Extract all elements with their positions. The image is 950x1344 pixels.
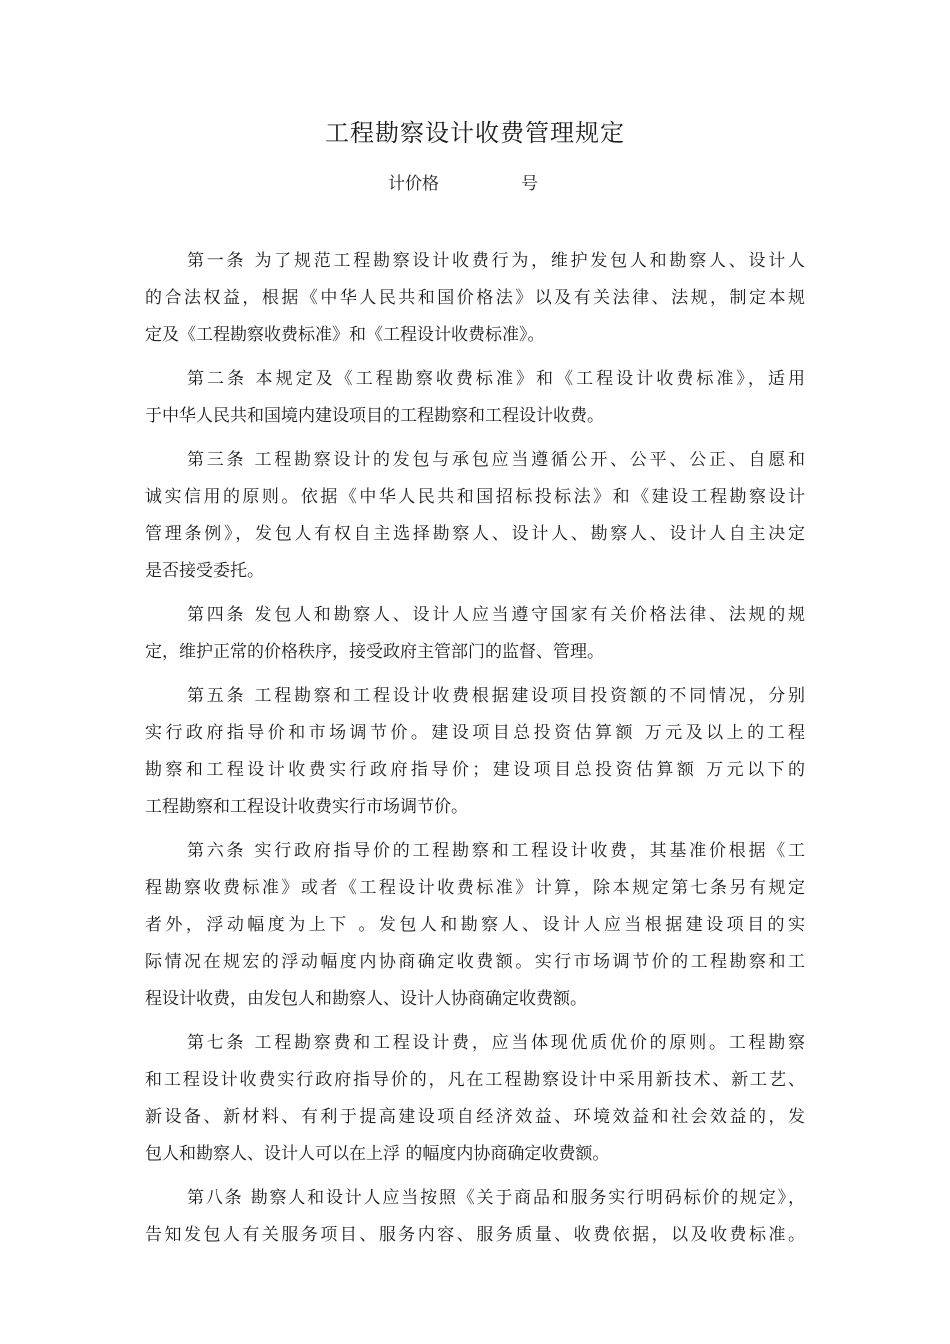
article-line: 第二条 本规定及《工程勘察收费标准》和《工程设计收费标准》，适用 [187,369,805,389]
article-line: 包人和勘察人、设计人可以在上浮 的幅度内协商确定收费额。 [145,1144,610,1164]
article-line: 第一条 为了规范工程勘察设计收费行为，维护发包人和勘察人、设计人 [187,251,805,271]
document-number-prefix: 计价格 [388,174,439,194]
article-line: 第六条 实行政府指导价的工程勘察和工程设计收费，其基准价根据《工 [187,841,805,861]
article-1 [145,243,805,354]
article-line: 第七条 工程勘察费和工程设计费，应当体现优质优价的原则。工程勘察 [187,1033,805,1053]
article-line: 于中华人民共和国境内建设项目的工程勘察和工程设计收费。 [145,406,604,426]
article-line: 际情况在规宏的浮动幅度内协商确定收费额。实行市场调节价的工程勘察和工 [145,952,805,972]
article-line: 告知发包人有关服务项目、服务内容、服务质量、收费依据，以及收费标准。 [145,1225,805,1245]
document-number-suffix: 号 [521,174,538,194]
article-line: 程勘察收费标准》或者《工程设计收费标准》计算，除本规定第七条另有规定 [145,878,805,898]
article-line: 的合法权益，根据《中华人民共和国价格法》以及有关法律、法规，制定本规 [145,288,805,308]
article-line: 管理条例》，发包人有权自主选择勘察人、设计人、勘察人、设计人自主决定 [145,524,805,544]
article-line: 程设计收费，由发包人和勘察人、设计人协商确定收费额。 [145,989,587,1009]
document-number [388,172,538,196]
article-line: 第四条 发包人和勘察人、设计人应当遵守国家有关价格法律、法规的规 [187,605,805,625]
article-8 [145,1180,805,1254]
article-line: 勘察和工程设计收费实行政府指导价；建设项目总投资估算额 万元以下的 [145,760,805,780]
article-2 [145,361,805,435]
article-line: 诚实信用的原则。依据《中华人民共和国招标投标法》和《建设工程勘察设计 [145,487,805,507]
article-3 [145,442,805,590]
article-7 [145,1025,805,1173]
article-line: 工程勘察和工程设计收费实行市场调节价。 [145,797,468,817]
article-line: 第三条 工程勘察设计的发包与承包应当遵循公开、公平、公正、自愿和 [187,450,805,470]
article-line: 定及《工程勘察收费标准》和《工程设计收费标准》。 [145,325,545,345]
articles [145,243,805,1261]
article-line: 第五条 工程勘察和工程设计收费根据建设项目投资额的不同情况，分别 [187,686,805,706]
article-line: 新设备、新材料、有利于提高建设项自经济效益、环境效益和社会效益的，发 [145,1107,805,1127]
article-line: 第八条 勘察人和设计人应当按照《关于商品和服务实行明码标价的规定》， [187,1188,805,1208]
article-5 [145,678,805,826]
article-6 [145,833,805,1018]
article-line: 定，维护正常的价格秩序，接受政府主管部门的监督、管理。 [145,642,604,662]
article-line: 和工程设计收费实行政府指导价的，凡在工程勘察设计中采用新技术、新工艺、 [145,1070,805,1090]
article-line: 是否接受委托。 [145,561,264,581]
article-line: 者外，浮动幅度为上下 。发包人和勘察人、设计人应当根据建设项目的实 [145,915,805,935]
article-4 [145,597,805,671]
article-line: 实行政府指导价和市场调节价。建设项目总投资估算额 万元及以上的工程 [145,723,805,743]
document-title: 工程勘察设计收费管理规定 [325,119,625,147]
